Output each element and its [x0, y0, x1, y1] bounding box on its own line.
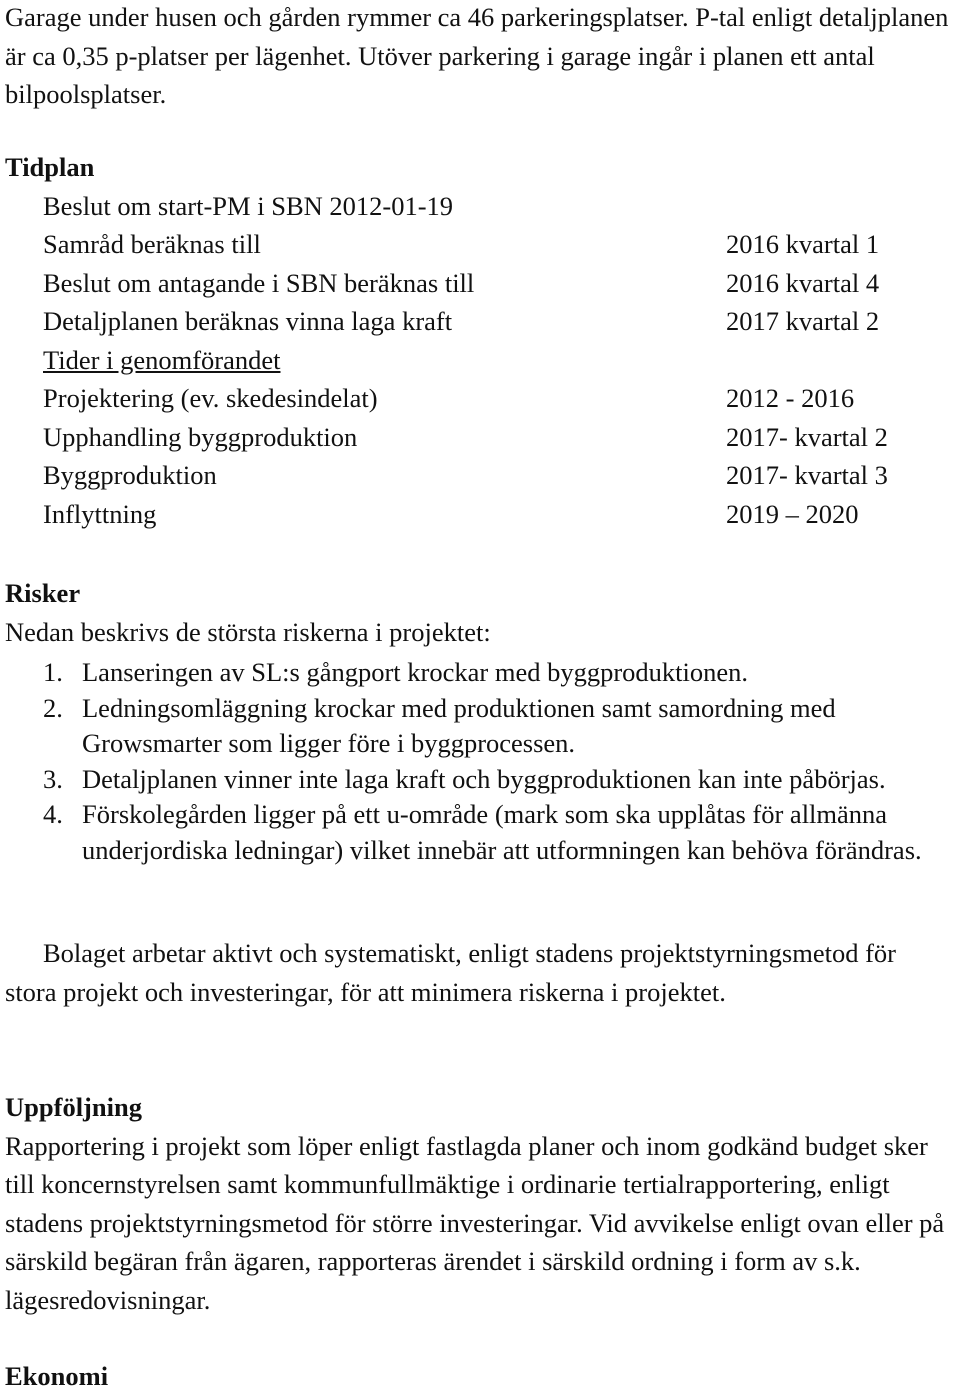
- tidplan-row-label: Detaljplanen beräknas vinna laga kraft: [43, 306, 453, 336]
- ekonomi-section: [5, 1357, 952, 1396]
- tidplan-row-label: Inflyttning: [43, 498, 157, 529]
- uppfoljning-paragraph: Rapportering i projekt som löper enligt fastlagda planer och inom godkänd budget sker till koncernstyrelsen samt kommunfullmäktige i ordinarie tertialrapportering, enligt stadens projektstyrningsmetod för större investeringar. Vid avvikelse enligt ovan eller på särskild begäran från ägaren, rapporteras ärendet i särskild ordning i form av s.k. lägesredovisningar.: [5, 1130, 945, 1315]
- risker-section: [5, 574, 952, 613]
- tidplan-row-value: 2017 kvartal 2: [726, 306, 880, 336]
- uppfoljning-heading: Uppföljning: [5, 1092, 142, 1122]
- risker-closing-paragraph: Bolaget arbetar aktivt och systematiskt, enligt stadens projektstyrningsmetod för stora projekt och investeringar, för att minimera riskerna i projektet.: [5, 938, 896, 1007]
- list-item: [5, 762, 952, 798]
- risker-intro: Nedan beskrivs de största riskerna i projektet:: [5, 617, 491, 647]
- tidplan-subheading: Tider i genomförandet: [43, 344, 281, 375]
- list-item-number: 2.: [43, 692, 63, 723]
- risk-list: [5, 655, 952, 868]
- tidplan-row-label: Samråd beräknas till: [43, 229, 261, 259]
- uppfoljning-section: [5, 1088, 952, 1319]
- tidplan-row-value: 2017- kvartal 3: [726, 460, 888, 490]
- tidplan-row: [5, 495, 952, 534]
- tidplan-row: [5, 456, 952, 495]
- list-item-text: Ledningsomläggning krockar med produktionen samt samordning med Growsmarter som ligger före i byggprocessen.: [82, 692, 836, 758]
- list-item: [5, 655, 952, 691]
- tidplan-row-label: Upphandling byggproduktion: [43, 421, 358, 452]
- tidplan-row: [5, 379, 952, 418]
- tidplan-row-label: Byggproduktion: [43, 460, 217, 490]
- list-item: [5, 797, 952, 868]
- list-item-number: 4.: [43, 799, 63, 829]
- tidplan-row-label: Beslut om antagande i SBN beräknas till: [43, 267, 475, 298]
- tidplan-row: [5, 418, 952, 457]
- tidplan-first-line: Beslut om start-PM i SBN 2012-01-19: [43, 190, 454, 221]
- tidplan-row-value: 2016 kvartal 1: [726, 229, 880, 259]
- tidplan-row: [5, 302, 952, 341]
- list-item: [5, 691, 952, 762]
- list-item-text: Detaljplanen vinner inte laga kraft och byggproduktionen kan inte påbörjas.: [82, 763, 886, 794]
- list-item-number: 1.: [43, 657, 63, 687]
- tidplan-row: [5, 264, 952, 303]
- list-item-text: Förskolegården ligger på ett u-område (mark som ska upplåtas för allmänna underjordiska ledningar) vilket innebär att utformningen kan behöva förändras.: [82, 799, 922, 865]
- tidplan-row-value: 2017- kvartal 2: [726, 421, 888, 452]
- tidplan-row-value: 2019 – 2020: [726, 498, 859, 529]
- ekonomi-heading: Ekonomi: [5, 1361, 109, 1391]
- tidplan-row-value: 2016 kvartal 4: [726, 267, 880, 298]
- tidplan-section: [5, 148, 952, 533]
- tidplan-heading: Tidplan: [5, 152, 95, 182]
- tidplan-row-label: Projektering (ev. skedesindelat): [43, 383, 378, 413]
- intro-paragraph: Garage under husen och gården rymmer ca 46 parkeringsplatser. P-tal enligt detaljplanen är ca 0,35 p-platser per lägenhet. Utöver parkering i garage ingår i planen ett antal bilpoolsplatser.: [5, 2, 949, 109]
- tidplan-row-value: 2012 - 2016: [726, 383, 855, 413]
- tidplan-row: [5, 225, 952, 264]
- list-item-number: 3.: [43, 763, 63, 794]
- risker-heading: Risker: [5, 578, 81, 608]
- list-item-text: Lanseringen av SL:s gångport krockar med byggproduktionen.: [82, 657, 749, 687]
